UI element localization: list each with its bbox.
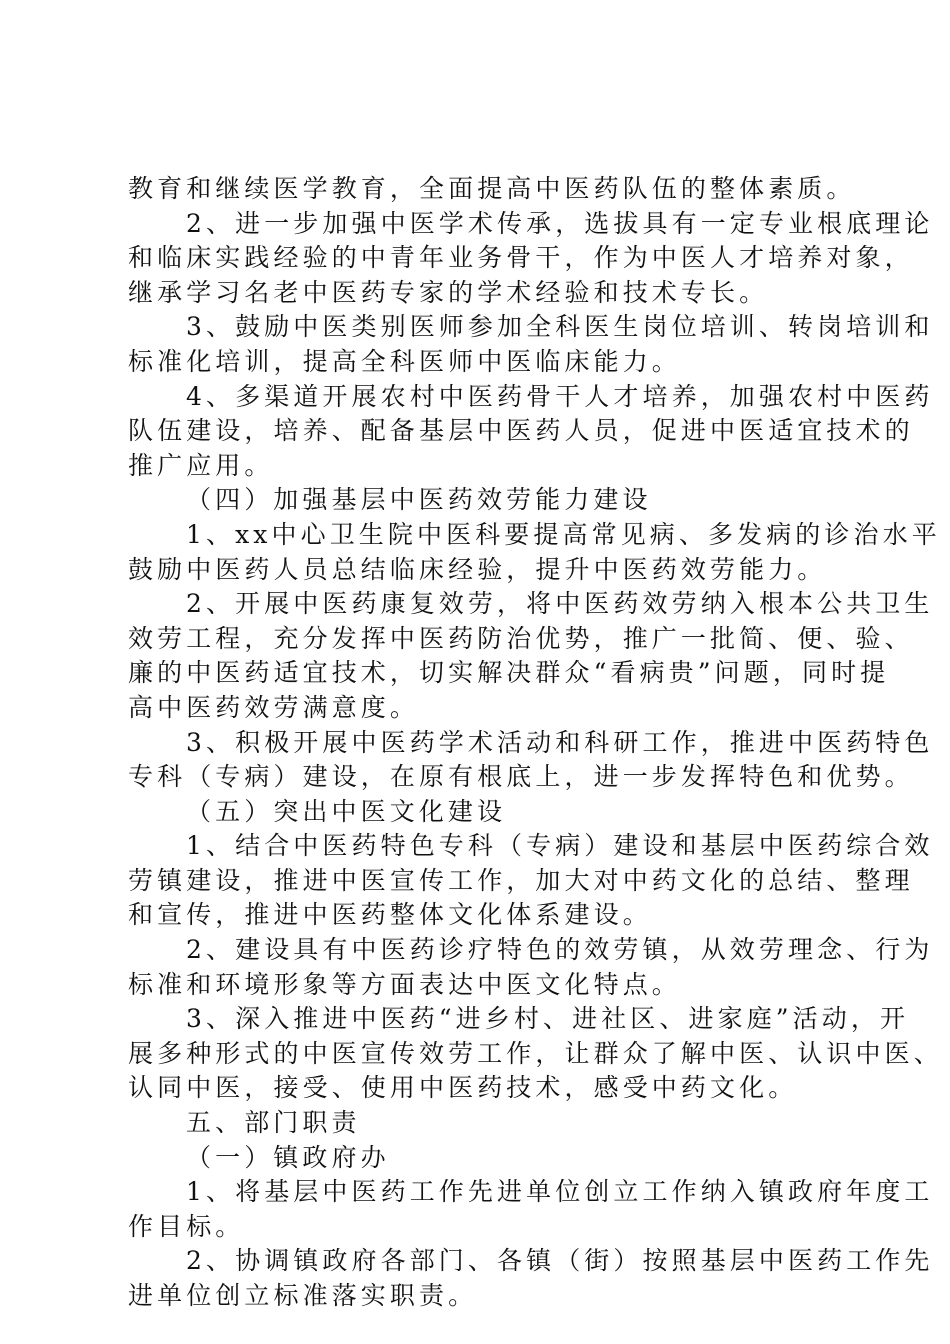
text-line: 认同中医，接受、使用中医药技术，感受中药文化。 — [128, 1073, 798, 1103]
text-line: 3、深入推进中医药“进乡村、进社区、进家庭”活动，开 — [186, 1004, 910, 1034]
text-line: 教育和继续医学教育，全面提高中医药队伍的整体素质。 — [128, 174, 856, 203]
text-line: 廉的中医药适宜技术，切实解决群众“看病贵”问题，同时提 — [128, 658, 890, 688]
text-line: 推广应用。 — [128, 450, 274, 480]
text-line: 劳镇建设，推进中医宣传工作，加大对中药文化的总结、整理 — [128, 865, 914, 895]
document-body — [128, 172, 943, 1314]
text-line: 3、积极开展中医药学术活动和科研工作，推进中医药特色 — [186, 727, 934, 757]
text-line: 作目标。 — [128, 1211, 245, 1241]
text-line: 继承学习名老中医药专家的学术经验和技术专长。 — [128, 277, 769, 307]
text-line: 效劳工程，充分发挥中医药防治优势，推广一批简、便、验、 — [128, 623, 914, 653]
text-line: 标准和环境形象等方面表达中医文化特点。 — [128, 969, 681, 999]
text-line: 队伍建设，培养、配备基层中医药人员，促进中医适宜技术的 — [128, 416, 914, 446]
section-heading: （四）加强基层中医药效劳能力建设 — [186, 485, 652, 515]
text-line: 专科（专病）建设，在原有根底上，进一步发挥特色和优势。 — [128, 762, 914, 792]
section-heading: 五、部门职责 — [186, 1108, 361, 1138]
text-line: 1、结合中医药特色专科（专病）建设和基层中医药综合效 — [186, 831, 934, 861]
text-line: 鼓励中医药人员总结临床经验，提升中医药效劳能力。 — [128, 554, 827, 584]
text-line: 3、鼓励中医类别医师参加全科医生岗位培训、转岗培训和 — [186, 312, 934, 342]
text-line: 2、建设具有中医药诊疗特色的效劳镇，从效劳理念、行为 — [186, 935, 934, 965]
text-line: 2、进一步加强中医学术传承，选拔具有一定专业根底理论 — [186, 208, 934, 238]
text-line: 2、开展中医药康复效劳，将中医药效劳纳入根本公共卫生 — [186, 589, 934, 619]
text-line: 高中医药效劳满意度。 — [128, 692, 420, 722]
text-line: 1、将基层中医药工作先进单位创立工作纳入镇政府年度工 — [186, 1177, 934, 1207]
text-line: 1、xx中心卫生院中医科要提高常见病、多发病的诊治水平 — [186, 519, 941, 549]
text-line: 进单位创立标准落实职责。 — [128, 1281, 478, 1310]
text-line: 标准化培训，提高全科医师中医临床能力。 — [128, 346, 681, 376]
text-line: 和宣传，推进中医药整体文化体系建设。 — [128, 900, 652, 930]
text-line: 和临床实践经验的中青年业务骨干，作为中医人才培养对象， — [128, 243, 914, 273]
text-line: 4、多渠道开展农村中医药骨干人才培养，加强农村中医药 — [186, 381, 934, 411]
section-heading: （五）突出中医文化建设 — [186, 796, 507, 826]
subsection-heading: （一）镇政府办 — [186, 1142, 390, 1172]
text-line: 2、协调镇政府各部门、各镇（街）按照基层中医药工作先 — [186, 1246, 934, 1276]
text-line: 展多种形式的中医宣传效劳工作，让群众了解中医、认识中医、 — [128, 1038, 943, 1068]
